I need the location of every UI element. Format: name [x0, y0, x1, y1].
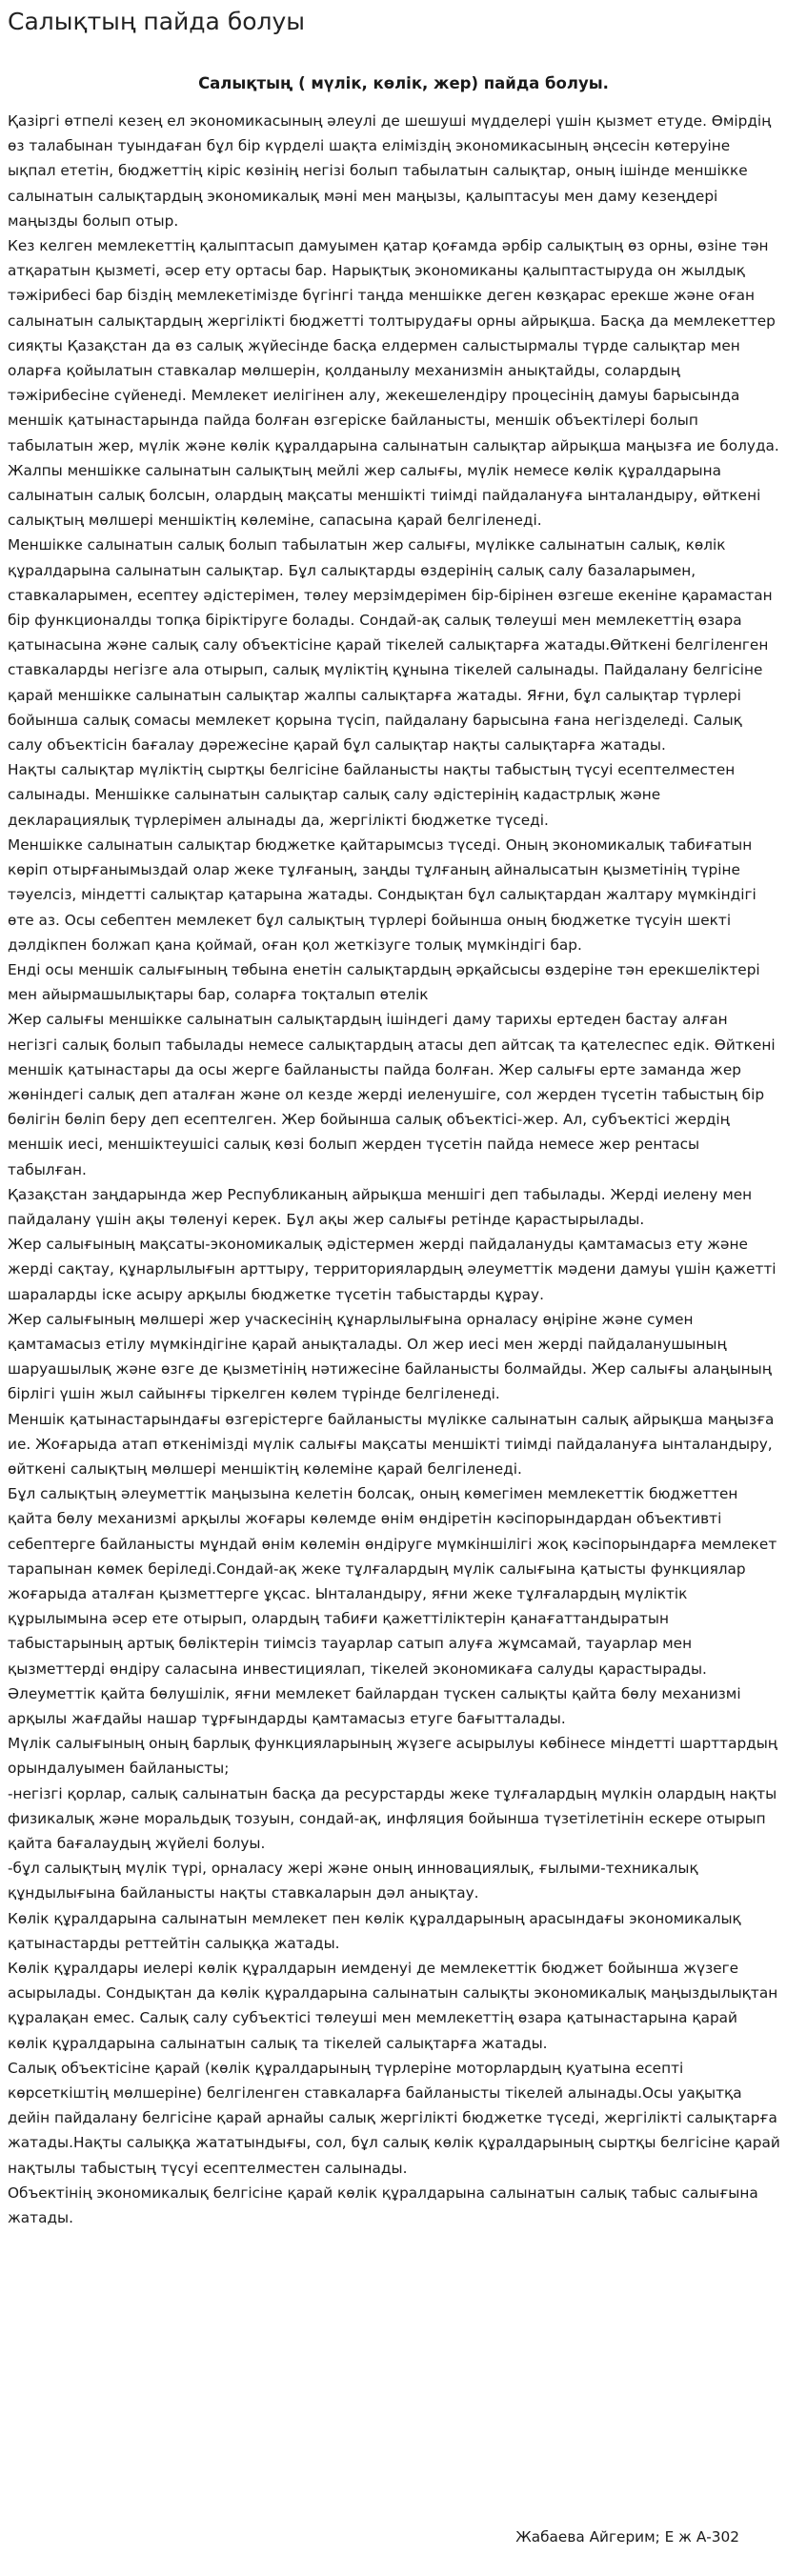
- paragraph: Меншікке салынатын салық болып табылатын жер салығы, мүлікке салынатын салық, көлік құралдарына салынатын салықтар. Бұл салықтарды өздерінің салық салу базаларымен, ставкаларымен, есептеу әдістерімен, төлеу мерзімдерімен бір-бірінен өзгеше екеніне қарамастан бір функционалды топқа біріктіруге болады. Сондай-ақ салық төлеуші мен мемлекеттің өзара қатынасына және салық салу объектісіне қарай тікелей салықтарға жатады.Өйткені белгіленген ставкаларды негізге ала отырып, салық мүліктің құнына тікелей салынады. Пайдалану белгісіне қарай меншікке салынатын салықтар жалпы салықтарға жатады. Яғни, бұл салықтар түрлері бойынша салық сомасы мемлекет қорына түсіп, пайдалану барысына ғана негізделеді. Салық салу объектісін бағалау дәрежесіне қарай бұл салықтар нақты салықтарға жатады.: [8, 536, 773, 755]
- paragraph: Қазақстан заңдарында жер Республиканың айрықша меншігі деп табылады. Жерді иелену мен пайдалану үшін ақы төленуі керек. Бұл ақы жер салығы ретінде қарастырылады.: [8, 1185, 753, 1228]
- paragraph: Бұл салықтың әлеуметтік маңызына келетін болсақ, оның көмегімен мемлекеттік бюджеттен қайта бөлу механизмі арқылы жоғары көлемде өнім өндіретін кәсіпорындардан объективті себептерге байланысты мұндай өнім көлемін өндіруге мүмкіншілігі жоқ кәсіпорындарға мемлекет тарапынан көмек беріледі.Сондай-ақ жеке тұлғалардың мүлік салығына қатысты функциялар жоғарыда аталған қызметтерге ұқсас. Ынталандыру, яғни жеке тұлғалардың мүліктік құрылымына әсер ете отырып, олардың табиғи қажеттіліктерін қанағаттандыратын табыстарының артық бөліктерін тиімсіз тауарлар сатып алуға жұмсамай, тауарлар мен қызметтерді өндіру саласына инвестициялап, тікелей экономикаға салуды қарастырады. Әлеуметтік қайта бөлушілік, яғни мемлекет байлардан түскен салықты қайта бөлу механизмі арқылы жағдайы нашар тұрғындарды қамтамасыз етуге бағытталады.: [8, 1485, 777, 1727]
- paragraph: Қазіргі өтпелі кезең ел экономикасының әлеулі де шешуші мүдделері үшін қызмет етуде. Өмірдің өз талабынан туындаған бұл бір күрделі шақта еліміздің экономикасының әңсесін көтеруіне ықпал ететін, бюджеттің кіріс көзінің негізі болып табылатын салықтар, оның ішінде меншікке салынатын салықтардың экономикалық мәні мен маңызы, қалыптасуы мен даму кезеңдері маңызды болып отыр.: [8, 112, 772, 230]
- paragraph: Мүлік салығының оның барлық функцияларының жүзеге асырылуы көбінесе міндетті шарттардың орындалуымен байланысты;: [8, 1735, 777, 1778]
- paragraph: Жер салығының мөлшері жер учаскесінің құнарлылығына орналасу өңіріне және сумен қамтамасыз етілу мүмкіндігіне қарай анықталады. Ол жер иесі мен жерді пайдаланушының шаруашылық және өзге де қызметінің нәтижесіне байланысты болмайды. Жер салығы алаңының бірлігі үшін жыл сайынғы тіркелген көлем түрінде белгіленеді.: [8, 1310, 772, 1403]
- paragraph: Жер салығы меншікке салынатын салықтардың ішіндегі даму тарихы ертеден бастау алған негізгі салық болып табылады немесе салықтардың атасы деп айтсақ та қателеспес едік. Өйткені меншік қатынастары да осы жерге байланысты пайда болған. Жер салығы ерте заманда жер жөніндегі салық деп аталған және ол кезде жерді иеленушіге, сол жерден түсетін табыстың бір бөлігін бөліп беру деп есептелген. Жер бойынша салық объектісі-жер. Ал, субъектісі жердің меншік иесі, меншіктеушісі салық көзі болып жерден түсетін пайда немесе жер рентасы табылған.: [8, 1011, 776, 1178]
- paragraph: Жалпы меншікке салынатын салықтың мейлі жер салығы, мүлік немесе көлік құралдарына салынатын салық болсын, олардың мақсаты меншікті тиімді пайдалануға ынталандыру, өйткені салықтың мөлшері меншіктің көлеміне, сапасына қарай белгіленеді.: [8, 461, 761, 530]
- paragraph: Меншікке салынатын салықтар бюджетке қайтарымсыз түседі. Оның экономикалық табиғатын көріп отырғанымыздай олар жеке тұлғаның, заңды тұлғаның айналысатын қызметінің түріне тәуелсіз, міндетті салықтар қатарына жатады. Сондықтан бұл салықтардан жалтару мүмкіндігі өте аз. Осы себептен мемлекет бұл салықтың түрлері бойынша оның бюджетке түсуін шекті дәлдікпен болжап қана қоймай, оған қол жеткізуге толық мүмкіндігі бар.: [8, 835, 757, 954]
- author-signature: Жабаева Айгерим; Е ж А-302: [515, 2528, 739, 2546]
- document-heading: Салықтың ( мүлік, көлік, жер) пайда болуы.: [198, 74, 609, 92]
- paragraph: Меншік қатынастарындағы өзгерістерге байланысты мүлікке салынатын салық айрықша маңызға ие. Жоғарыда атап өткенімізді мүлік салығы мақсаты меншікті тиімді пайдалануға ынталандыру, өйткені салықтың мөлшері меншіктің көлеміне қарай белгіленеді.: [8, 1410, 775, 1478]
- paragraph: Көлік құралдарына салынатын мемлекет пен көлік құралдарының арасындағы экономикалық қатынастарды реттейтін салыққа жатады.: [8, 1909, 741, 1952]
- document-body: [8, 109, 781, 2230]
- paragraph: Жер салығының мақсаты-экономикалық әдістермен жерді пайдалануды қамтамасыз ету және жерді сақтау, құнарлылығын арттыру, территориялардың әлеуметтік мәдени дамуы үшін қажетті шараларды іске асыру арқылы бюджетке түсетін табыстарды құрау.: [8, 1236, 777, 1303]
- paragraph: Енді осы меншік салығының төбына енетін салықтардың әрқайсысы өздеріне тән ерекшеліктері мен айырмашылықтары бар, соларға тоқталып өтелік: [8, 960, 760, 1004]
- paragraph: Объектінің экономикалық белгісіне қарай көлік құралдарына салынатын салық табыс салығына жатады.: [8, 2184, 758, 2227]
- list-item: -бұл салықтың мүлік түрі, орналасу жері және оның инновациялық, ғылыми-техникалық құндылығына байланысты нақты ставкаларын дәл анықтау.: [8, 1860, 698, 1902]
- page-title: Салықтың пайда болуы: [8, 8, 306, 35]
- paragraph: Кез келген мемлекеттің қалыптасып дамуымен қатар қоғамда әрбір салықтың өз орны, өзіне тән атқаратын қызметі, әсер ету ортасы бар. Нарықтық экономиканы қалыптастыруда он жылдық тәжірибесі бар біздің мемлекетімізде бүгінгі таңда меншікке деген көзқарас ерекше және оған салынатын салықтардың жергілікті бюджетті толтырудағы орны айрықша. Басқа да мемлекеттер сияқты Қазақстан да өз салық жүйесінде басқа елдермен салыстырмалы түрде салықтар мен оларға қойылатын ставкалар мөлшерін, қолданылу механизмін анықтайды, солардың тәжірибесіне сүйенеді. Мемлекет иелігінен алу, жекешелендіру процесінің дамуы барысында меншік қатынастарында пайда болған өзгеріске байланысты, меншік объектілері болып табылатын жер, мүлік және көлік құралдарына салынатын салықтар айрықша маңызға ие болуда.: [8, 237, 779, 454]
- paragraph: Салық объектісіне қарай (көлік құралдарының түрлеріне моторлардың қуатына есепті көрсеткіштің мөлшеріне) белгіленген ставкаларға байланысты тікелей алынады.Осы уақытқа дейін пайдалану белгісіне қарай арнайы салық жергілікті бюджетке түседі, жергілікті салықтарға жатады.Нақты салыққа жататындығы, сол, бұл салық көлік құралдарының сыртқы белгісіне қарай нақтылы табыстың түсуі есептелместен салынады.: [8, 2059, 780, 2177]
- paragraph: Көлік құралдары иелері көлік құралдарын иемденуі де мемлекеттік бюджет бойынша жүзеге асырылады. Сондықтан да көлік құралдарына салынатын салықты экономикалық маңыздылықтан құралақан емес. Салық салу субъектісі төлеуші мен мемлекеттің өзара қатынастарына қарай көлік құралдарына салынатын салық та тікелей салықтарға жатады.: [8, 1960, 778, 2052]
- list-item: -негізгі қорлар, салық салынатын басқа да ресурстарды жеке тұлғалардың мүлкін олардың нақты физикалық және моральдық тозуын, сондай-ақ, инфляция бойынша түзетілетінін ескере отырып қайта бағалаудың жүйелі болуы.: [8, 1784, 777, 1853]
- paragraph: Нақты салықтар мүліктің сыртқы белгісіне байланысты нақты табыстың түсуі есептелместен салынады. Меншікке салынатын салықтар салық салу әдістерінің кадастрлық және декларациялық түрлерімен алынады да, жергілікті бюджетке түседі.: [8, 761, 736, 829]
